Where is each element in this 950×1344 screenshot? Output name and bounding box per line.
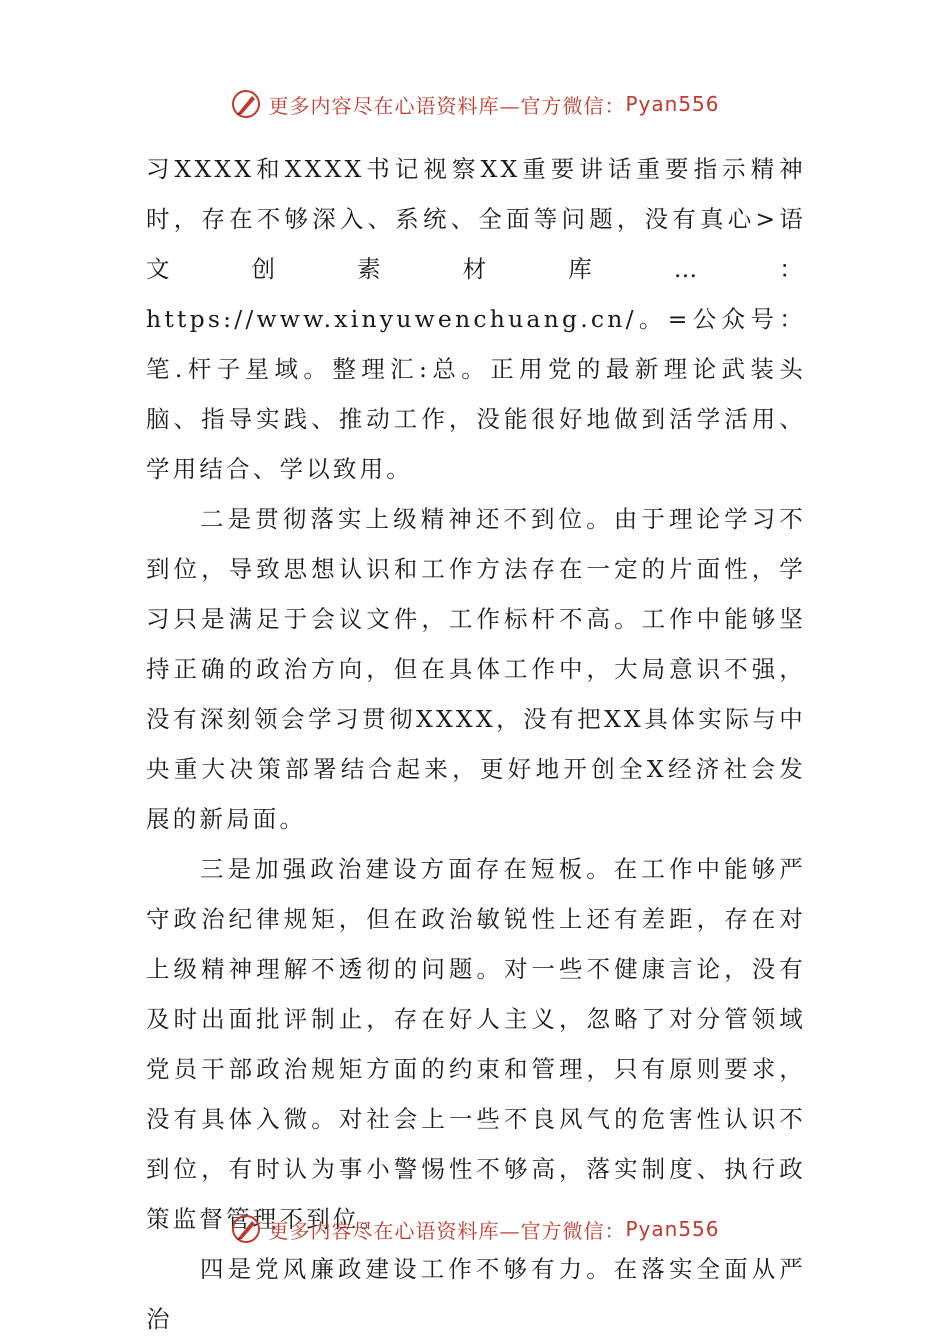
watermark-wechat-id: Pyan556 (625, 92, 720, 116)
paragraph-3: 三是加强政治建设方面存在短板。在工作中能够严守政治纪律规矩，但在政治敏锐性上还有差距，存在对上级精神理解不透彻的问题。对一些不健康言论，没有及时出面批评制止，存在好人主义，忽略了对分管领域党员干部政治规矩方面的约束和管理，只有原则要求，没有具体入微。对社会上一些不良风气的危害性认识不到位，有时认为事小警惕性不够高，落实制度、执行政策监督管理不到位。 (146, 855, 806, 1233)
watermark-text: 更多内容尽在心语资料库—官方微信： (268, 1218, 626, 1243)
paragraph-4: 四是党风廉政建设工作不够有力。在落实全面从严治 (146, 1255, 806, 1333)
watermark-text: 更多内容尽在心语资料库—官方微信： (268, 93, 626, 118)
header-watermark (0, 84, 950, 124)
paragraph-1: 习XXXX和XXXX书记视察XX重要讲话重要指示精神时，存在不够深入、系统、全面等问题，没有真心>语文创素材库…：https://www.xinyuwenchuang.cn/。=公众号：笔.杆子星域。整理汇:总。正用党的最新理论武装头脑、指导实践、推动工作，没能很好地做到活学活用、学用结合、学以致用。 (146, 155, 806, 483)
document-body (146, 144, 806, 1344)
pen-logo-icon (230, 88, 262, 120)
pen-logo-icon (230, 1213, 262, 1245)
watermark-wechat-id: Pyan556 (625, 1217, 720, 1241)
paragraph-2: 二是贯彻落实上级精神还不到位。由于理论学习不到位，导致思想认识和工作方法存在一定的片面性，学习只是满足于会议文件，工作标杆不高。工作中能够坚持正确的政治方向，但在具体工作中，大局意识不强，没有深刻领会学习贯彻XXXX，没有把XX具体实际与中央重大决策部署结合起来，更好地开创全X经济社会发展的新局面。 (146, 505, 806, 833)
footer-watermark (0, 1209, 950, 1249)
